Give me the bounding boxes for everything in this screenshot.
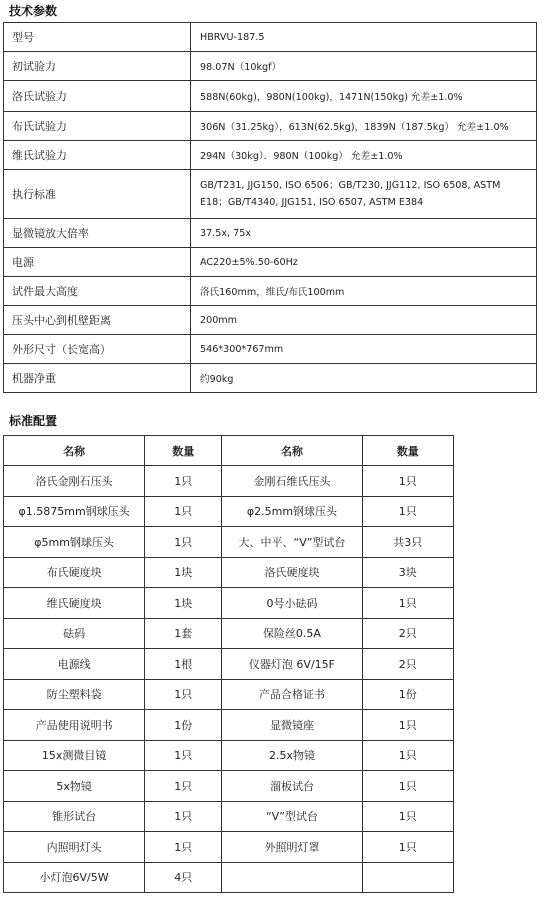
config-item-name: 0号小砝码 bbox=[222, 588, 362, 619]
config-item-name: 锥形试台 bbox=[4, 801, 145, 832]
config-item-qty: 2只 bbox=[362, 649, 453, 680]
spec-label: 型号 bbox=[4, 23, 191, 52]
spec-value: 约90kg bbox=[191, 364, 537, 393]
spec-row bbox=[4, 170, 537, 219]
config-row bbox=[4, 588, 454, 619]
config-item-qty: 1份 bbox=[145, 710, 222, 741]
config-item-name: 产品合格证书 bbox=[222, 679, 362, 710]
config-row bbox=[4, 801, 454, 832]
config-item-qty: 1只 bbox=[145, 801, 222, 832]
spec-label: 布氏试验力 bbox=[4, 112, 191, 141]
config-item-name: 15x测微目镜 bbox=[4, 740, 145, 771]
config-item-qty: 1块 bbox=[145, 588, 222, 619]
spec-label: 洛氏试验力 bbox=[4, 81, 191, 112]
config-item-qty: 4只 bbox=[145, 862, 222, 893]
config-item-qty: 1只 bbox=[362, 771, 453, 802]
config-row bbox=[4, 832, 454, 863]
config-item-name: φ5mm钢球压头 bbox=[4, 527, 145, 558]
spec-row bbox=[4, 112, 537, 141]
spec-value: 294N（30kg）．980N（100kg） 允差±1.0% bbox=[191, 141, 537, 170]
config-header-cell: 名称 bbox=[222, 436, 362, 466]
config-item-name: “V”型试台 bbox=[222, 801, 362, 832]
config-item-name: 仪器灯泡 6V/15F bbox=[222, 649, 362, 680]
spec-value: AC220±5%.50-60Hz bbox=[191, 248, 537, 277]
config-item-qty: 1只 bbox=[362, 466, 453, 497]
config-item-qty: 1只 bbox=[145, 496, 222, 527]
config-row bbox=[4, 618, 454, 649]
spec-value: HBRVU-187.5 bbox=[191, 23, 537, 52]
spec-row bbox=[4, 277, 537, 306]
config-item-name: 外照明灯罩 bbox=[222, 832, 362, 863]
config-item-name: 产品使用说明书 bbox=[4, 710, 145, 741]
standard-config-heading: 标准配置 bbox=[9, 414, 58, 428]
config-item-name: φ2.5mm钢球压头 bbox=[222, 496, 362, 527]
spec-value: 洛氏160mm，维氏/布氏100mm bbox=[191, 277, 537, 306]
config-item-name: 内照明灯头 bbox=[4, 832, 145, 863]
config-item-name: 电源线 bbox=[4, 649, 145, 680]
config-item-name: 溜板试台 bbox=[222, 771, 362, 802]
config-item-name bbox=[222, 862, 362, 893]
config-item-qty: 1只 bbox=[362, 832, 453, 863]
spec-label: 试件最大高度 bbox=[4, 277, 191, 306]
spec-value: 37.5x, 75x bbox=[191, 219, 537, 248]
config-row bbox=[4, 496, 454, 527]
config-item-name: 布氏硬度块 bbox=[4, 557, 145, 588]
config-item-qty: 共3只 bbox=[362, 527, 453, 558]
config-item-qty: 1只 bbox=[145, 771, 222, 802]
config-row bbox=[4, 527, 454, 558]
config-row bbox=[4, 710, 454, 741]
spec-value: 306N（31.25kg），613N(62.5kg)，1839N（187.5kg） 允差±1.0% bbox=[191, 112, 537, 141]
spec-row bbox=[4, 81, 537, 112]
tech-params-heading: 技术参数 bbox=[9, 4, 58, 18]
spec-label: 机器净重 bbox=[4, 364, 191, 393]
spec-label: 电源 bbox=[4, 248, 191, 277]
spec-label: 维氏试验力 bbox=[4, 141, 191, 170]
spec-value: 588N(60kg)，980N(100kg)，1471N(150kg) 允差±1.0% bbox=[191, 81, 537, 112]
config-item-name: 防尘塑料袋 bbox=[4, 679, 145, 710]
config-item-name: 砝码 bbox=[4, 618, 145, 649]
config-row bbox=[4, 862, 454, 893]
config-item-qty: 1只 bbox=[145, 466, 222, 497]
config-item-name: 保险丝0.5A bbox=[222, 618, 362, 649]
config-item-name: 2.5x物镜 bbox=[222, 740, 362, 771]
spec-row bbox=[4, 23, 537, 52]
config-row bbox=[4, 740, 454, 771]
config-item-name: 洛氏金刚石压头 bbox=[4, 466, 145, 497]
config-item-qty: 3块 bbox=[362, 557, 453, 588]
spec-row bbox=[4, 141, 537, 170]
config-row bbox=[4, 466, 454, 497]
spec-row bbox=[4, 306, 537, 335]
config-item-qty: 1只 bbox=[145, 740, 222, 771]
spec-label: 外形尺寸（长宽高） bbox=[4, 335, 191, 364]
config-item-qty: 1只 bbox=[362, 710, 453, 741]
config-row bbox=[4, 679, 454, 710]
config-item-qty: 1只 bbox=[145, 527, 222, 558]
config-item-qty: 1块 bbox=[145, 557, 222, 588]
spec-value: 98.07N（10kgf） bbox=[191, 52, 537, 81]
spec-row bbox=[4, 248, 537, 277]
spec-value: 200mm bbox=[191, 306, 537, 335]
config-item-qty: 2只 bbox=[362, 618, 453, 649]
spec-label: 执行标准 bbox=[4, 170, 191, 219]
config-item-qty: 1根 bbox=[145, 649, 222, 680]
config-table bbox=[3, 435, 454, 893]
config-item-qty bbox=[362, 862, 453, 893]
config-item-name: 维氏硬度块 bbox=[4, 588, 145, 619]
spec-row bbox=[4, 219, 537, 248]
config-header-cell: 数量 bbox=[145, 436, 222, 466]
spec-row bbox=[4, 52, 537, 81]
config-row bbox=[4, 771, 454, 802]
config-item-qty: 1只 bbox=[362, 740, 453, 771]
spec-value: 546*300*767mm bbox=[191, 335, 537, 364]
config-item-qty: 1套 bbox=[145, 618, 222, 649]
spec-table bbox=[3, 22, 537, 393]
config-item-qty: 1只 bbox=[145, 832, 222, 863]
config-header-cell: 名称 bbox=[4, 436, 145, 466]
config-row bbox=[4, 649, 454, 680]
config-item-qty: 1份 bbox=[362, 679, 453, 710]
config-header-cell: 数量 bbox=[362, 436, 453, 466]
config-item-name: 洛氏硬度块 bbox=[222, 557, 362, 588]
config-item-name: 大、中平、“V”型试台 bbox=[222, 527, 362, 558]
spec-row bbox=[4, 364, 537, 393]
spec-label: 压头中心到机壁距离 bbox=[4, 306, 191, 335]
spec-label: 显微镜放大倍率 bbox=[4, 219, 191, 248]
config-item-name: 5x物镜 bbox=[4, 771, 145, 802]
config-item-name: 金刚石维氏压头 bbox=[222, 466, 362, 497]
config-row bbox=[4, 557, 454, 588]
config-item-name: 小灯泡6V/5W bbox=[4, 862, 145, 893]
config-item-qty: 1只 bbox=[145, 679, 222, 710]
config-item-name: 显微镜座 bbox=[222, 710, 362, 741]
config-item-qty: 1只 bbox=[362, 588, 453, 619]
config-item-qty: 1只 bbox=[362, 801, 453, 832]
spec-row bbox=[4, 335, 537, 364]
config-item-name: φ1.5875mm钢球压头 bbox=[4, 496, 145, 527]
config-header-row bbox=[4, 436, 454, 466]
spec-value: GB/T231, JJG150, ISO 6506；GB/T230, JJG112, ISO 6508, ASTM E18；GB/T4340, JJG151, ISO 6507, ASTM E384 bbox=[191, 170, 537, 219]
config-item-qty: 1只 bbox=[362, 496, 453, 527]
spec-label: 初试验力 bbox=[4, 52, 191, 81]
